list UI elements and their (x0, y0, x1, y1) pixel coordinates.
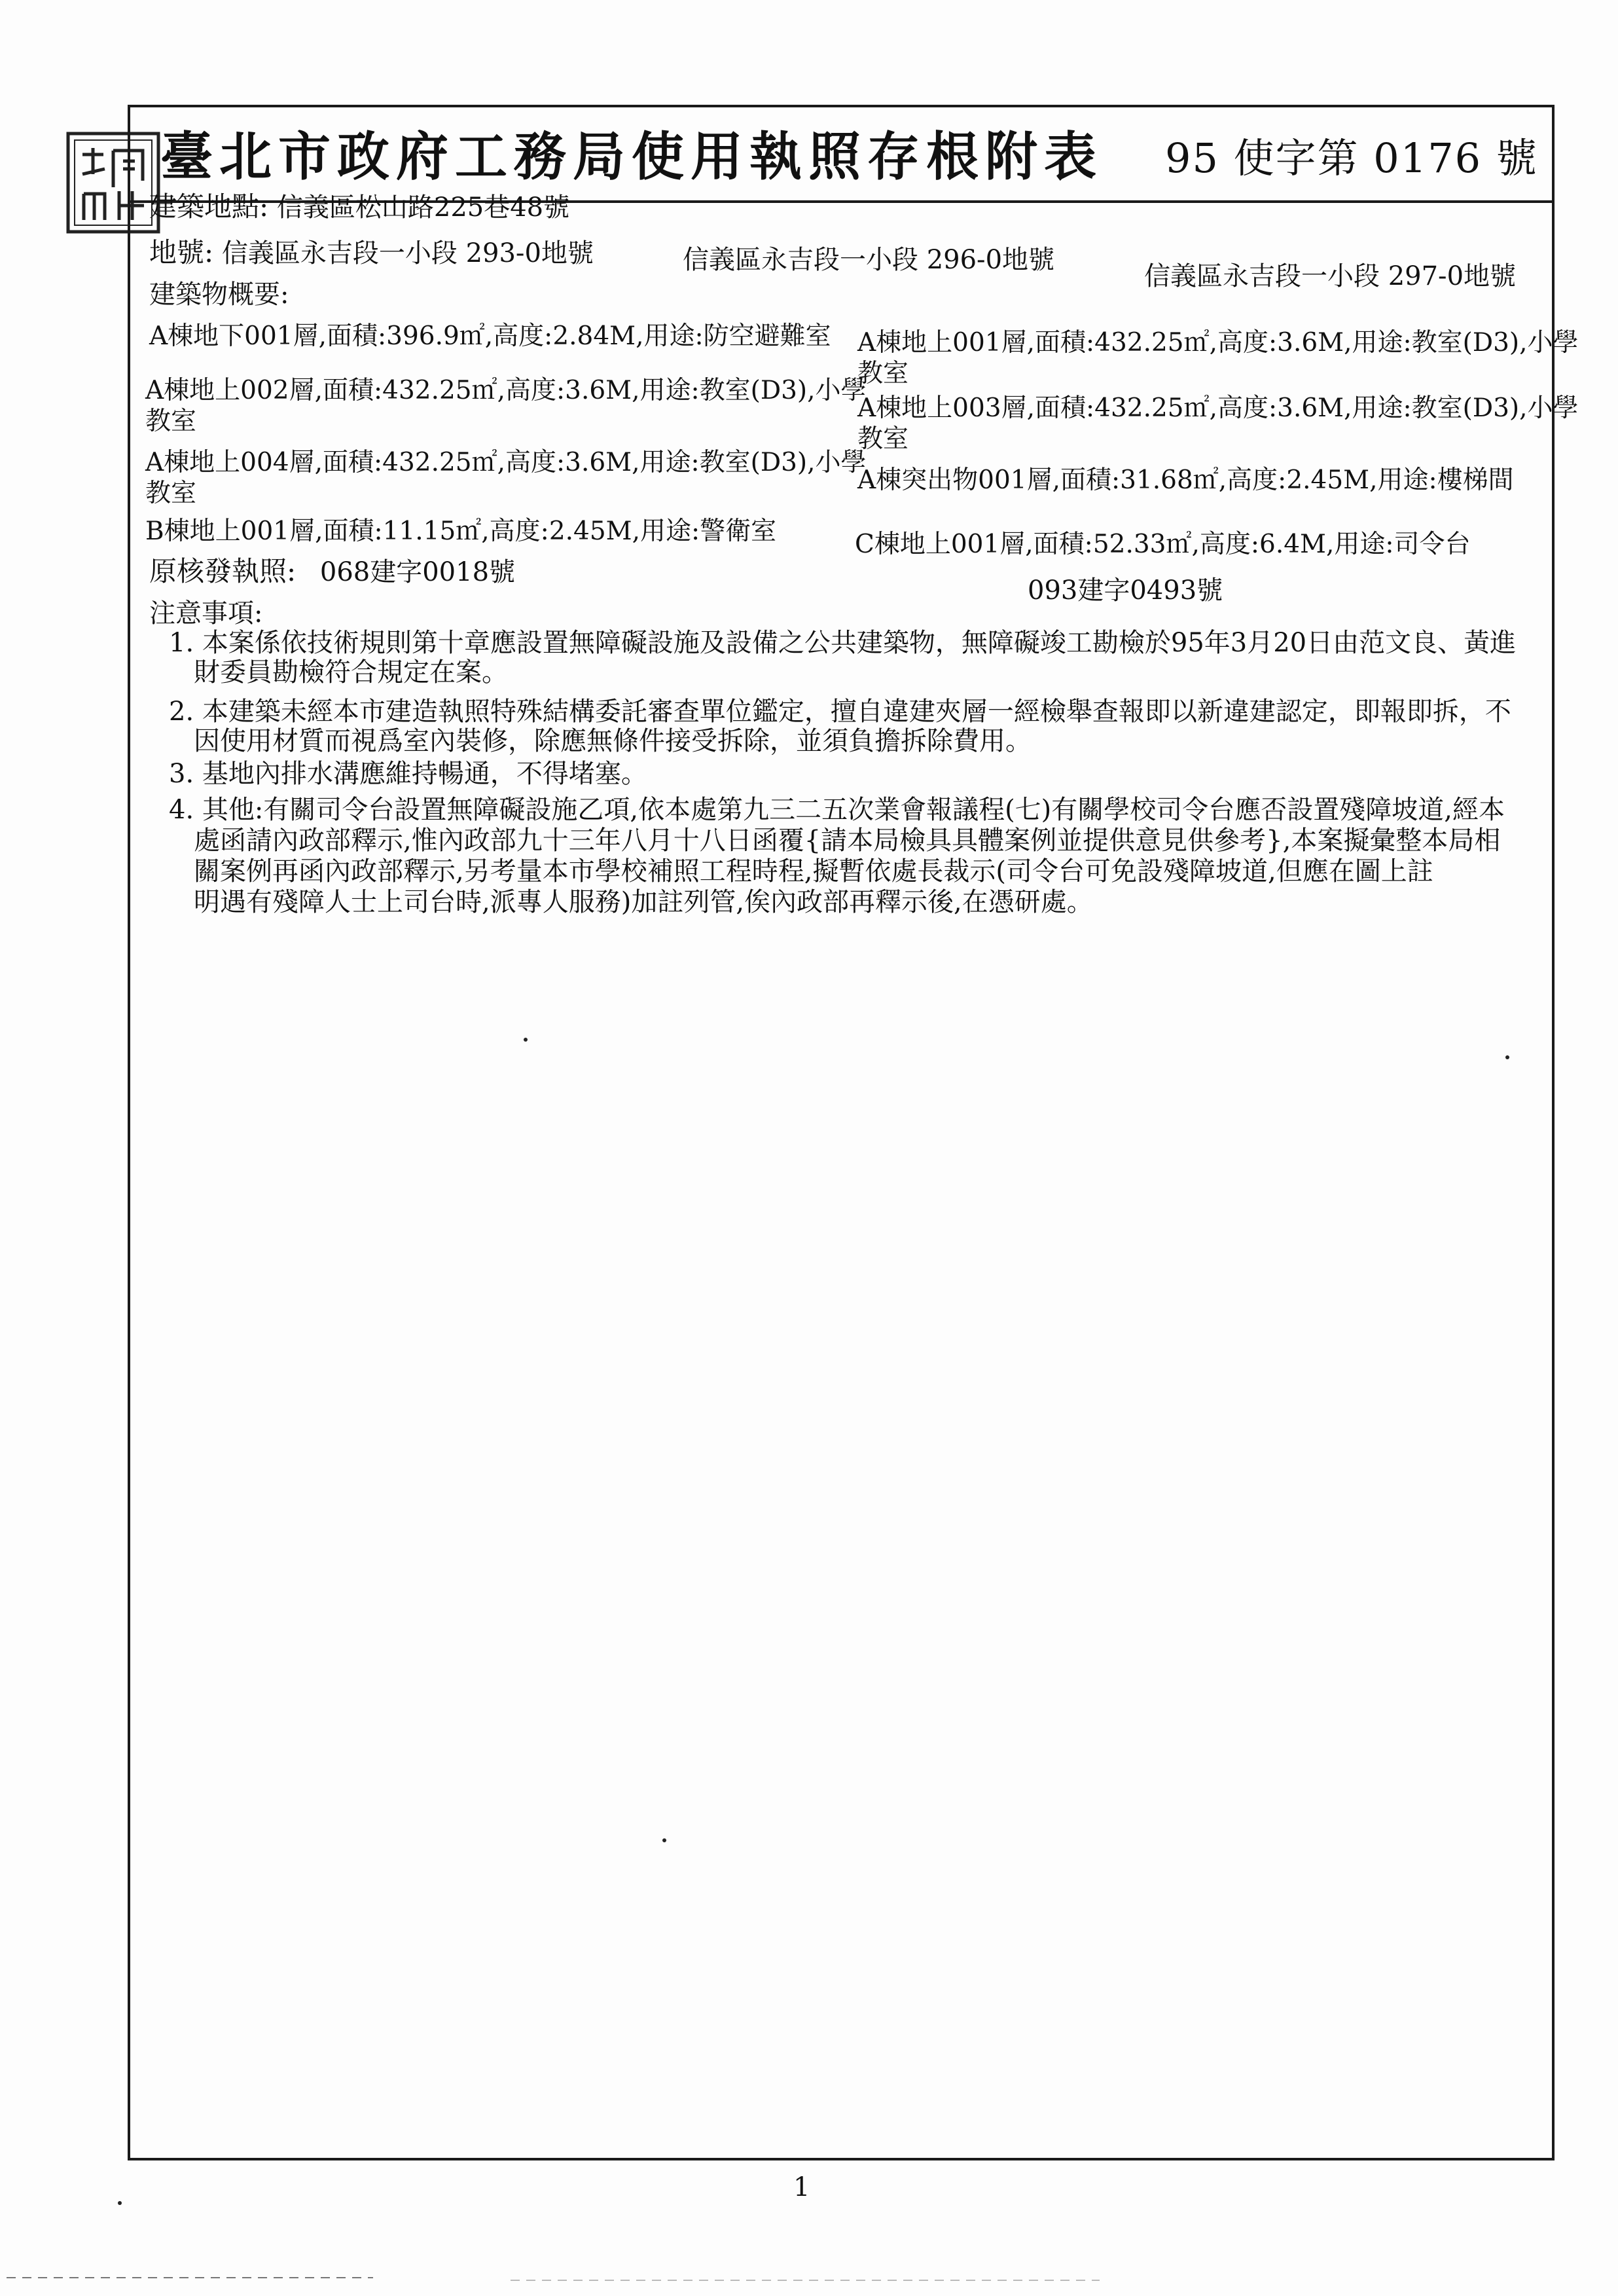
note-item: 4. 其他:有關司令台設置無障礙設施乙項,依本處第九三二五次業會報議程(七)有關學校司令台應否設置殘障坡道,經本 (169, 795, 1505, 825)
page-title: 臺北市政府工務局使用執照存根附表 (160, 126, 1103, 187)
building-entry: A棟地上003層,面積:432.25㎡,高度:3.6M,用途:教室(D3),小學 (857, 393, 1579, 423)
note-item: 3. 基地內排水溝應維持暢通，不得堵塞。 (169, 759, 647, 789)
note-item-cont: 處函請內政部釋示,惟內政部九十三年八月十八日函覆{請本局檢具具體案例並提供意見供參考},本案擬彙整本局相 (194, 826, 1501, 856)
note-item: 1. 本案係依技術規則第十章應設置無障礙設施及設備之公共建築物，無障礙竣工勘檢於95年3月20日由范文良、黃進 (169, 628, 1517, 658)
address-label: 建築地點: (149, 191, 269, 223)
lot-row (149, 231, 594, 270)
original-permit-value: 093建字0493號 (1028, 575, 1223, 606)
page-number: 1 (793, 2172, 810, 2202)
scan-speck (524, 1038, 528, 1042)
scan-speck (118, 2201, 122, 2205)
notes-label: 注意事項: (149, 598, 263, 629)
building-entry-cont: 教室 (145, 407, 197, 436)
address-value: 信義區松山路225巷48號 (276, 192, 570, 223)
building-entry: A棟地上002層,面積:432.25㎡,高度:3.6M,用途:教室(D3),小學 (145, 376, 867, 405)
building-entry: B棟地上001層,面積:11.15㎡,高度:2.45M,用途:警衛室 (145, 517, 777, 546)
building-entry-cont: 教室 (857, 424, 909, 454)
lot-value: 信義區永吉段一小段 296-0地號 (683, 245, 1055, 275)
building-entry: A棟突出物001層,面積:31.68㎡,高度:2.45M,用途:樓梯間 (857, 465, 1514, 495)
address-row (149, 185, 569, 225)
scan-artifact-line (7, 2277, 373, 2278)
building-entry: C棟地上001層,面積:52.33㎡,高度:6.4M,用途:司令台 (855, 530, 1471, 559)
original-permit-label: 原核發執照: (149, 555, 297, 587)
building-entry: A棟地上001層,面積:432.25㎡,高度:3.6M,用途:教室(D3),小學 (857, 328, 1579, 357)
lot-label: 地號: (149, 236, 214, 268)
lot-value: 信義區永吉段一小段 293-0地號 (221, 238, 594, 268)
lot-value: 信義區永吉段一小段 297-0地號 (1144, 261, 1517, 291)
original-permit-row (149, 550, 515, 589)
scan-speck (1505, 1055, 1509, 1059)
scan-speck (662, 1838, 666, 1842)
note-item-cont: 財委員勘檢符合規定在案。 (194, 657, 508, 687)
building-entry: A棟地上004層,面積:432.25㎡,高度:3.6M,用途:教室(D3),小學 (145, 448, 867, 477)
building-entry-cont: 教室 (857, 359, 909, 388)
note-item-cont: 因使用材質而視爲室內裝修，除應無條件接受拆除，並須負擔拆除費用。 (194, 726, 1032, 756)
scan-artifact-line (511, 2280, 1100, 2281)
original-permit-value: 068建字0018號 (319, 557, 516, 587)
overview-label: 建築物概要: (149, 280, 289, 310)
note-item-cont: 關案例再函內政部釋示,另考量本市學校補照工程時程,擬暫依處長裁示(司令台可免設殘障坡道,但應在圖上註 (194, 856, 1433, 886)
note-item: 2. 本建築未經本市建造執照特殊結構委託審查單位鑑定，擅自違建夾層一經檢舉查報即以新違建認定，即報即拆，不 (169, 697, 1511, 727)
building-entry-cont: 教室 (145, 479, 197, 508)
building-entry: A棟地下001層,面積:396.9㎡,高度:2.84M,用途:防空避難室 (149, 321, 831, 351)
note-item-cont: 明遇有殘障人士上司台時,派專人服務)加註列管,俟內政部再釋示後,在憑研處。 (194, 887, 1093, 917)
permit-number: 95 使字第 0176 號 (1165, 134, 1538, 182)
